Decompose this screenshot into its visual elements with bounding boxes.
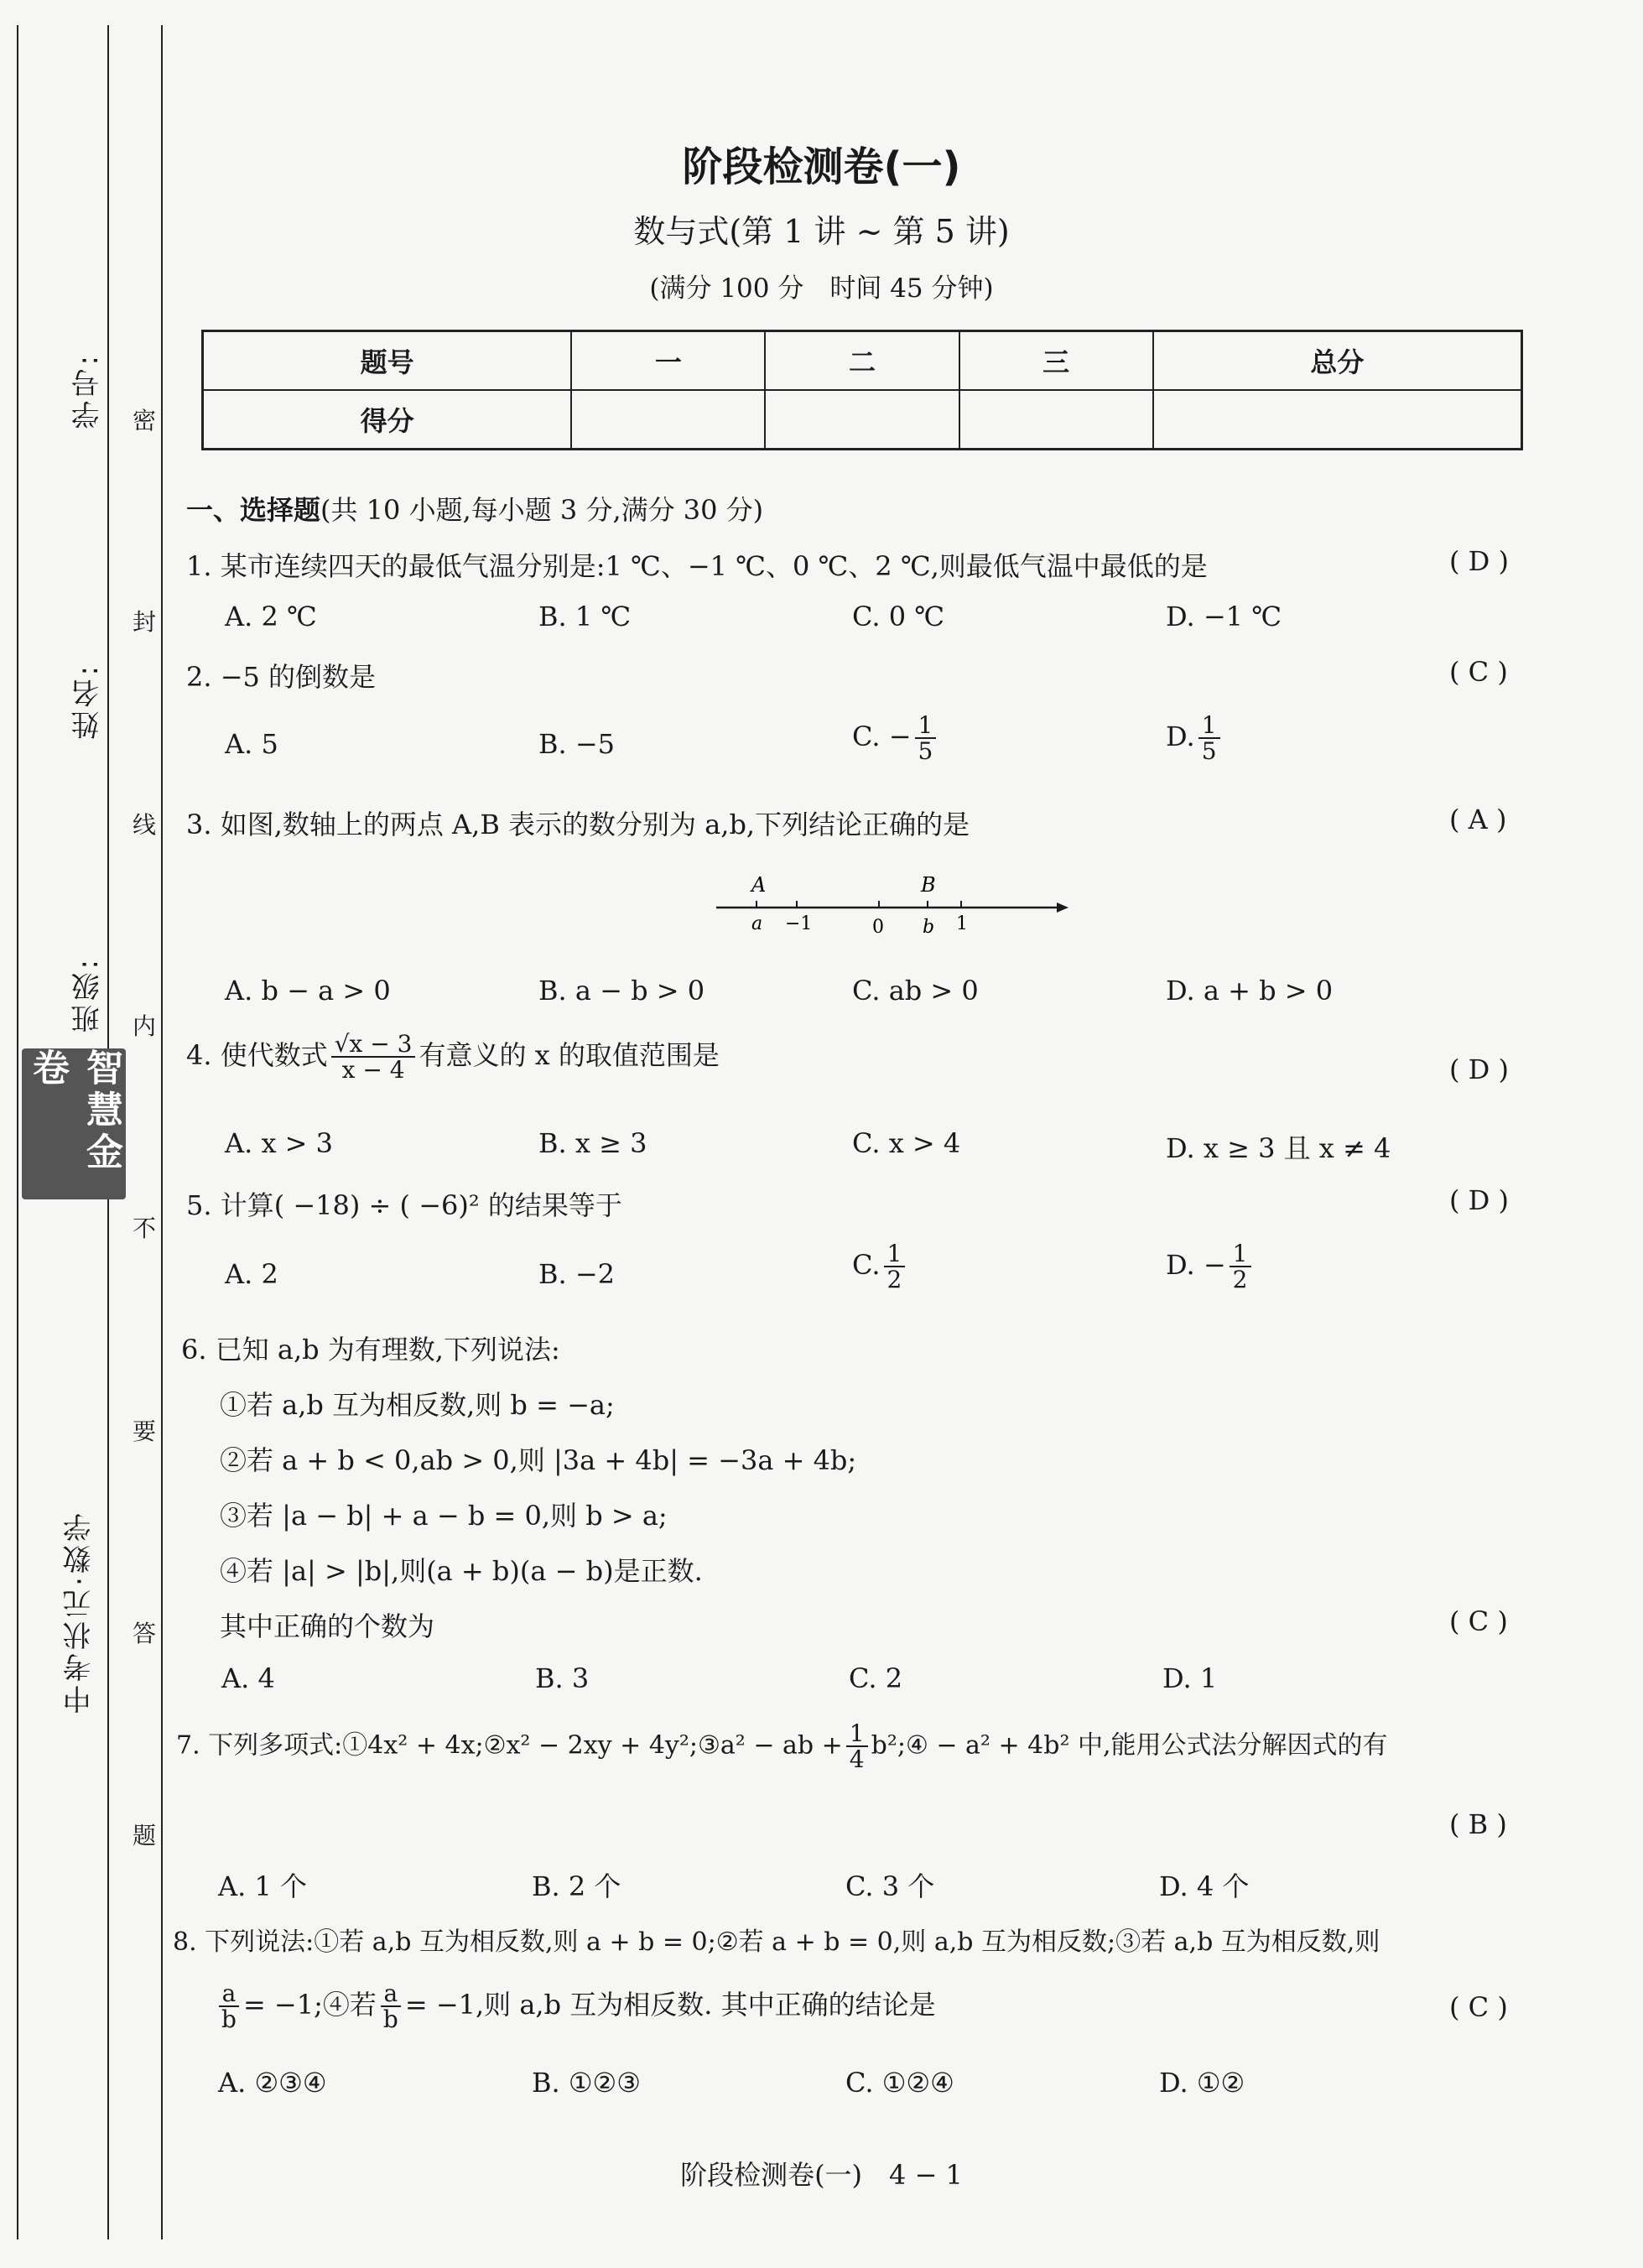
tick-label-b: b (923, 917, 935, 935)
fraction (1230, 1241, 1251, 1293)
seal-char: 内 (133, 1012, 157, 1040)
option: C. 0 ℃ (852, 601, 945, 632)
option: A. 1 个 (218, 1870, 307, 1902)
fraction (846, 1721, 868, 1772)
binding-strip (0, 0, 168, 2268)
table-cell: 一 (571, 331, 765, 391)
denominator: 2 (886, 1266, 902, 1294)
fraction (380, 1981, 402, 2032)
seal-char: 要 (133, 1418, 157, 1445)
exam-meta: (满分 100 分 时间 45 分钟) (649, 273, 994, 304)
tick-label-minus-1: −1 (785, 913, 813, 934)
number-line-figure (705, 868, 1074, 935)
option: A. 4 (221, 1662, 275, 1694)
series-label: 中考状元·数学 (63, 1510, 96, 1714)
binding-outer-line (17, 25, 18, 2239)
denominator: x − 4 (341, 1056, 405, 1085)
option: A. b − a > 0 (225, 975, 391, 1007)
fraction (331, 1032, 416, 1083)
numerator: a (381, 1981, 402, 2007)
brand-logo: 智慧金卷 (22, 1048, 126, 1199)
option: B. −5 (538, 728, 616, 760)
question-stem: 3. 如图,数轴上的两点 A,B 表示的数分别为 a,b,下列结论正确的是 (186, 809, 970, 840)
option: B. x ≥ 3 (538, 1127, 647, 1159)
option: C. ①②④ (845, 2067, 954, 2099)
option: A. 2 (225, 1258, 278, 1290)
fraction (884, 1241, 906, 1293)
statement: ②若 a + b < 0,ab > 0,则 |3a + 4b| = −3a + 4b; (220, 1444, 857, 1476)
class-label: 班级: (71, 956, 105, 1033)
answer-mark: ( B ) (1449, 1808, 1507, 1840)
score-input-cell[interactable] (765, 390, 959, 450)
numerator: √x − 3 (331, 1032, 416, 1058)
point-label-B: B (921, 873, 936, 897)
seal-char: 题 (133, 1822, 157, 1849)
option: D. 4 个 (1159, 1870, 1250, 1902)
page-title: 阶段检测卷(一) (682, 143, 961, 190)
option: B. ①②③ (532, 2067, 641, 2099)
answer-mark: ( D ) (1449, 1053, 1509, 1085)
stem-text: b²;④ − a² + 4b² 中,能用公式法分解因式的有 (871, 1730, 1388, 1761)
fraction (1198, 713, 1220, 764)
option: B. 3 (535, 1662, 590, 1694)
seal-char: 密 (133, 407, 157, 434)
seal-char: 答 (133, 1620, 157, 1647)
option-label: C. − (852, 720, 912, 752)
score-input-cell[interactable] (1153, 390, 1522, 450)
option: C. x > 4 (852, 1127, 961, 1159)
student-id-label: 学号: (71, 352, 105, 429)
stem-text: 4. 使代数式 (186, 1038, 328, 1071)
denominator: 5 (1201, 737, 1217, 766)
option: C. ab > 0 (852, 975, 979, 1007)
option: B. −2 (538, 1258, 616, 1290)
question-stem: 5. 计算( −18) ÷ ( −6)² 的结果等于 (186, 1189, 622, 1221)
option: B. a − b > 0 (538, 975, 705, 1007)
table-cell: 题号 (203, 331, 572, 391)
question-stem: 8. 下列说法:①若 a,b 互为相反数,则 a + b = 0;②若 a + b = 0,则 a,b 互为相反数;③若 a,b 互为相反数,则 (173, 1927, 1380, 1957)
question-tail: 其中正确的个数为 (220, 1610, 435, 1642)
statement: ③若 |a − b| + a − b = 0,则 b > a; (220, 1500, 668, 1532)
numerator: 1 (884, 1241, 906, 1267)
question-stem: 6. 已知 a,b 为有理数,下列说法: (181, 1334, 560, 1365)
score-table (201, 330, 1523, 450)
table-cell: 三 (959, 331, 1153, 391)
answer-mark: ( D ) (1449, 545, 1509, 577)
point-label-A: A (751, 873, 767, 897)
denominator: b (382, 2005, 398, 2034)
option: C. 3 个 (845, 1870, 935, 1902)
option: D. a + b > 0 (1166, 975, 1334, 1007)
question-stem: 1. 某市连续四天的最低气温分别是:1 ℃、−1 ℃、0 ℃、2 ℃,则最低气温中最低的是 (186, 550, 1208, 582)
fraction (915, 713, 937, 764)
question-stem (176, 1721, 1388, 1772)
option: A. x > 3 (225, 1127, 334, 1159)
seal-char: 封 (133, 608, 157, 636)
option (1166, 1241, 1255, 1293)
answer-mark: ( D ) (1449, 1184, 1509, 1216)
option (852, 713, 939, 764)
option: D. x ≥ 3 且 x ≠ 4 (1166, 1132, 1391, 1164)
option: A. 5 (225, 728, 278, 760)
score-input-cell[interactable] (959, 390, 1153, 450)
tick-label-1: 1 (956, 913, 968, 934)
option-label: C. (852, 1248, 881, 1281)
denominator: 2 (1232, 1266, 1248, 1294)
option: D. −1 ℃ (1166, 601, 1282, 632)
option (852, 1241, 908, 1293)
option-label: D. − (1166, 1248, 1226, 1281)
statement: ④若 |a| > |b|,则(a + b)(a − b)是正数. (220, 1555, 703, 1587)
stem-text: = −1,则 a,b 互为相反数. 其中正确的结论是 (404, 1988, 936, 2021)
student-name-label: 姓名: (71, 663, 105, 740)
answer-mark: ( C ) (1449, 1991, 1508, 2023)
section-heading-detail: (共 10 小题,每小题 3 分,满分 30 分) (320, 494, 764, 526)
statement: ①若 a,b 互为相反数,则 b = −a; (220, 1389, 615, 1421)
section-heading (186, 489, 763, 528)
score-header-row (203, 331, 1522, 391)
option-label: D. (1166, 720, 1195, 752)
numerator: 1 (846, 1721, 868, 1747)
answer-mark: ( C ) (1449, 656, 1508, 688)
answer-mark: ( C ) (1449, 1605, 1508, 1637)
numerator: 1 (1198, 713, 1220, 739)
question-stem: 2. −5 的倒数是 (186, 661, 377, 693)
stem-text: 有意义的 x 的取值范围是 (419, 1038, 720, 1071)
question-stem (186, 1032, 720, 1083)
option: D. ①② (1159, 2067, 1245, 2099)
table-cell: 总分 (1153, 331, 1522, 391)
denominator: 4 (849, 1745, 865, 1774)
seal-char: 线 (133, 811, 157, 839)
answer-mark: ( A ) (1449, 804, 1507, 835)
page-footer: 阶段检测卷(一) 4 − 1 (680, 2159, 963, 2191)
denominator: 5 (918, 737, 933, 766)
tick-label-0: 0 (872, 917, 884, 935)
tick-label-a: a (751, 913, 763, 934)
option: C. 2 (849, 1662, 903, 1694)
number-line-arrow (1057, 903, 1068, 913)
numerator: 1 (1230, 1241, 1251, 1267)
question-stem-line2 (215, 1981, 936, 2032)
option: B. 1 ℃ (538, 601, 632, 632)
seal-char: 不 (133, 1215, 157, 1242)
stem-text: 7. 下列多项式:①4x² + 4x;②x² − 2xy + 4y²;③a² − ab + (176, 1730, 843, 1761)
score-input-cell[interactable] (571, 390, 765, 450)
page-subtitle: 数与式(第 1 讲 ~ 第 5 讲) (633, 213, 1010, 250)
fraction (218, 1981, 240, 2032)
option (1166, 713, 1224, 764)
binding-fold-line (161, 25, 163, 2239)
option: A. 2 ℃ (225, 601, 317, 632)
table-cell: 二 (765, 331, 959, 391)
score-row (203, 390, 1522, 450)
numerator: a (219, 1981, 240, 2007)
section-heading-bold: 一、选择题 (186, 494, 321, 526)
table-cell: 得分 (203, 390, 572, 450)
denominator: b (221, 2005, 237, 2034)
option: A. ②③④ (218, 2067, 327, 2099)
option: D. 1 (1162, 1662, 1218, 1694)
numerator: 1 (915, 713, 937, 739)
stem-text: = −1;④若 (242, 1988, 377, 2021)
option: B. 2 个 (532, 1870, 621, 1902)
